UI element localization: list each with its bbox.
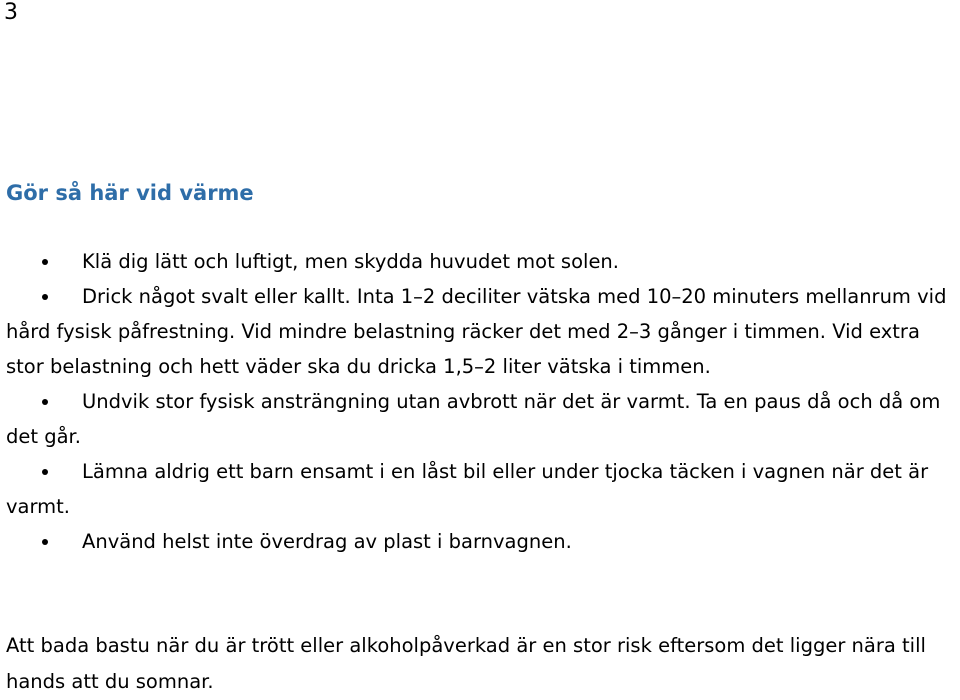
list-item <box>6 384 960 454</box>
list-item-text: Klä dig lätt och luftigt, men skydda huvudet mot solen. <box>82 250 619 273</box>
list-item <box>6 244 960 279</box>
bullet-icon <box>42 399 48 405</box>
closing-paragraph: Att bada bastu när du är trött eller alkoholpåverkad är en stor risk eftersom det ligger nära till hands att du somnar. <box>6 634 926 693</box>
list-item-text: Drick något svalt eller kallt. Inta 1–2 deciliter vätska med 10–20 minuters mellanrum vid hård fysisk påfrestning. Vid mindre belastning räcker det med 2–3 gånger i timmen. Vid extra stor belastning och hett väder ska du dricka 1,5–2 liter vätska i timmen. <box>6 285 947 378</box>
list-item-text: Undvik stor fysisk ansträngning utan avbrott när det är varmt. Ta en paus då och då om det går. <box>6 390 941 448</box>
advice-list <box>6 244 960 559</box>
bullet-icon <box>42 469 48 475</box>
bullet-icon <box>42 539 48 545</box>
list-item <box>6 279 960 384</box>
bullet-icon <box>42 259 48 265</box>
list-item-text: Lämna aldrig ett barn ensamt i en låst bil eller under tjocka täcken i vagnen när det är varmt. <box>6 460 929 518</box>
bullet-icon <box>42 294 48 300</box>
list-item <box>6 454 960 524</box>
list-item <box>6 524 960 559</box>
list-item-text: Använd helst inte överdrag av plast i barnvagnen. <box>82 530 572 553</box>
section-heading: Gör så här vid värme <box>6 181 254 205</box>
page-number: 3 <box>4 0 18 25</box>
